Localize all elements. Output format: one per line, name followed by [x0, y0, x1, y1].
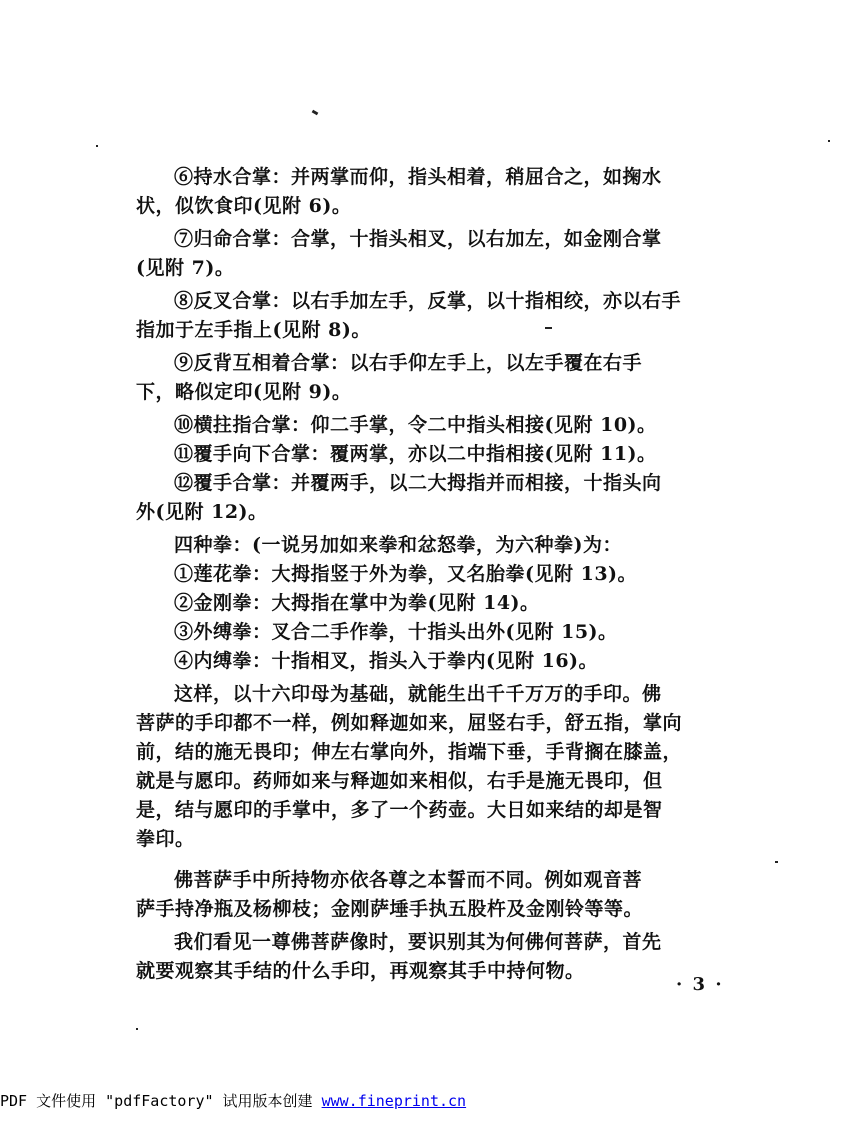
pdf-footer	[0, 1090, 466, 1111]
text-line: 就是与愿印。药师如来与释迦如来相似，右手是施无畏印，但	[136, 770, 663, 792]
text-line: ⑪覆手向下合掌：覆两掌，亦以二中指相接(见附 11)。	[174, 443, 657, 465]
text-line: 四种拳：(一说另加如来拳和忿怒拳，为六种拳)为：	[174, 534, 622, 556]
text-line: 指加于左手指上(见附 8)。	[136, 319, 371, 341]
footer-text: PDF 文件使用 "pdfFactory" 试用版本创建	[0, 1092, 322, 1110]
text-line: 我们看见一尊佛菩萨像时，要识别其为何佛何菩萨，首先	[174, 931, 662, 953]
body-text	[136, 163, 752, 986]
text-line: 外(见附 12)。	[136, 501, 268, 523]
text-line: 就要观察其手结的什么手印，再观察其手中持何物。	[136, 960, 585, 982]
text-line: 萨手持净瓶及杨柳枝；金刚萨埵手执五股杵及金刚铃等等。	[136, 898, 644, 920]
text-line: ③外缚拳：叉合二手作拳，十指头出外(见附 15)。	[174, 621, 618, 643]
scan-speck	[312, 110, 319, 116]
scan-speck	[828, 140, 830, 142]
text-line: ①莲花拳：大拇指竖于外为拳，又名胎拳(见附 13)。	[174, 563, 638, 585]
text-line: ⑩横拄指合掌：仰二手掌，令二中指头相接(见附 10)。	[174, 414, 657, 436]
text-line: ⑧反叉合掌：以右手加左手，反掌，以十指相绞，亦以右手	[174, 290, 682, 312]
text-line: ⑨反背互相着合掌：以右手仰左手上，以左手覆在右手	[174, 352, 643, 374]
text-line: ⑥持水合掌：并两掌而仰，指头相着，稍屈合之，如掬水	[174, 166, 662, 188]
text-line: 是，结与愿印的手掌中，多了一个药壶。大日如来结的却是智	[136, 799, 663, 821]
text-line: ②金刚拳：大拇指在掌中为拳(见附 14)。	[174, 592, 540, 614]
scan-speck	[96, 145, 98, 147]
text-line: 下，略似定印(见附 9)。	[136, 381, 352, 403]
text-line: 状，似饮食印(见附 6)。	[136, 195, 352, 217]
text-line: (见附 7)。	[136, 257, 235, 279]
fineprint-link[interactable]: www.fineprint.cn	[321, 1092, 467, 1110]
text-line: 佛菩萨手中所持物亦依各尊之本誓而不同。例如观音菩	[174, 869, 643, 891]
text-line: ④内缚拳：十指相叉，指头入于拳内(见附 16)。	[174, 650, 599, 672]
text-line: 菩萨的手印都不一样，例如释迦如来，屈竖右手，舒五指，掌向	[136, 712, 683, 734]
scan-speck	[136, 1028, 138, 1030]
text-line: 拳印。	[136, 828, 195, 850]
text-line: ⑦归命合掌：合掌，十指头相叉，以右加左，如金刚合掌	[174, 228, 662, 250]
text-line: 前，结的施无畏印；伸左右掌向外，指端下垂，手背搁在膝盖，	[136, 741, 683, 763]
text-line: ⑫覆手合掌：并覆两手，以二大拇指并而相接，十指头向	[174, 472, 662, 494]
page-number: · 3 ·	[676, 974, 724, 995]
text-line: 这样，以十六印母为基础，就能生出千千万万的手印。佛	[174, 683, 662, 705]
scan-speck	[775, 861, 778, 863]
